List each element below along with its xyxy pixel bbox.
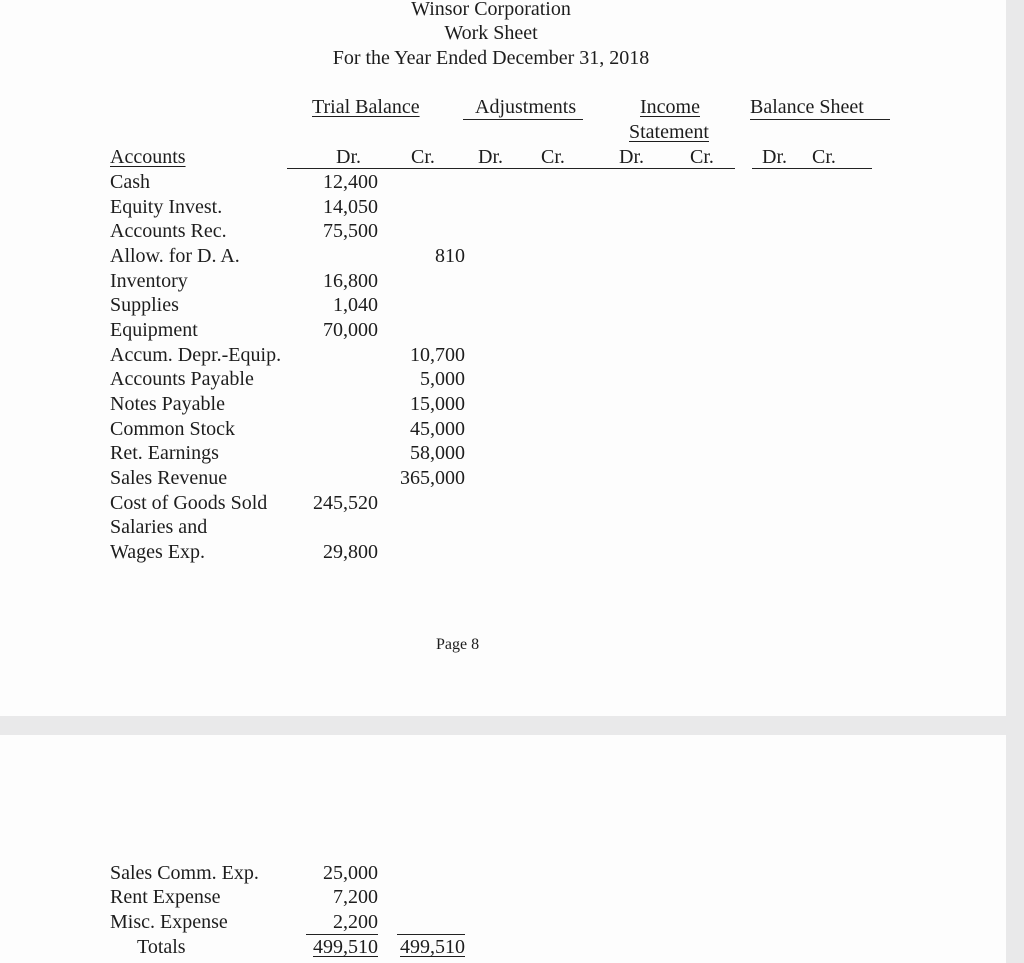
tb-dr-heading: Dr.: [336, 146, 361, 168]
account-name: Common Stock: [110, 418, 236, 440]
document-title: Work Sheet: [444, 22, 538, 44]
account-name: Cash: [110, 171, 150, 193]
trial-balance-cr: 5,000: [420, 368, 465, 390]
page-number: Page 8: [436, 636, 480, 653]
accounts-heading: Accounts: [110, 146, 186, 168]
trial-balance-cr: 45,000: [410, 418, 465, 440]
income-heading: Income: [640, 96, 700, 118]
account-name: Notes Payable: [110, 393, 225, 415]
trial-balance-dr: 29,800: [323, 541, 378, 563]
trial-balance-cr: 15,000: [410, 393, 465, 415]
trial-balance-dr: 245,520: [313, 492, 378, 514]
trial-balance-cr: 810: [435, 245, 465, 267]
account-name: Inventory: [110, 270, 188, 292]
account-name: Misc. Expense: [110, 911, 228, 933]
trial-balance-dr: 12,400: [323, 171, 378, 193]
account-name: Cost of Goods Sold: [110, 492, 268, 514]
trial-balance-dr: 1,040: [333, 294, 378, 316]
adjustments-heading: Adjustments: [475, 96, 577, 118]
company-name: Winsor Corporation: [411, 0, 571, 20]
balance-sheet-heading: Balance Sheet: [750, 96, 864, 118]
account-name: Wages Exp.: [110, 541, 206, 563]
is-dr-heading: Dr.: [619, 146, 644, 168]
account-name: Sales Revenue: [110, 467, 228, 489]
trial-balance-cr-total: 499,510: [400, 936, 465, 958]
trial-balance-cr: 365,000: [400, 467, 465, 489]
trial-balance-dr: 7,200: [333, 886, 378, 908]
account-name: Rent Expense: [110, 886, 221, 908]
trial-balance-cr: 58,000: [410, 442, 465, 464]
trial-balance-dr: 14,050: [323, 196, 378, 218]
period-line: For the Year Ended December 31, 2018: [332, 47, 650, 69]
is-cr-heading: Cr.: [690, 146, 714, 168]
adj-dr-heading: Dr.: [478, 146, 503, 168]
adj-cr-heading: Cr.: [541, 146, 565, 168]
trial-balance-dr: 75,500: [323, 220, 378, 242]
trial-balance-cr: 10,700: [410, 344, 465, 366]
account-name: Salaries and: [110, 516, 208, 538]
account-name: Accum. Depr.-Equip.: [110, 344, 282, 366]
balance-sheet-underline: [750, 119, 890, 120]
trial-balance-dr: 25,000: [323, 862, 378, 884]
totals-label: Totals: [137, 936, 186, 958]
trial-balance-dr: 16,800: [323, 270, 378, 292]
bs-cr-heading: Cr.: [812, 146, 836, 168]
worksheet-page-2: [0, 735, 1006, 963]
account-name: Supplies: [110, 294, 179, 316]
trial-balance-dr-total: 499,510: [313, 936, 378, 958]
account-name: Accounts Payable: [110, 368, 254, 390]
statement-heading: Statement: [629, 121, 709, 143]
account-name: Equipment: [110, 319, 198, 341]
tb-cr-heading: Cr.: [411, 146, 435, 168]
account-name: Allow. for D. A.: [110, 245, 240, 267]
account-name: Sales Comm. Exp.: [110, 862, 259, 884]
account-name: Ret. Earnings: [110, 442, 219, 464]
trial-balance-dr: 2,200: [333, 911, 378, 933]
bs-dr-heading: Dr.: [762, 146, 787, 168]
account-name: Equity Invest.: [110, 196, 223, 218]
trial-balance-heading: Trial Balance: [312, 96, 420, 118]
account-name: Accounts Rec.: [110, 220, 227, 242]
adjustments-underline: [463, 119, 583, 120]
trial-balance-dr: 70,000: [323, 319, 378, 341]
